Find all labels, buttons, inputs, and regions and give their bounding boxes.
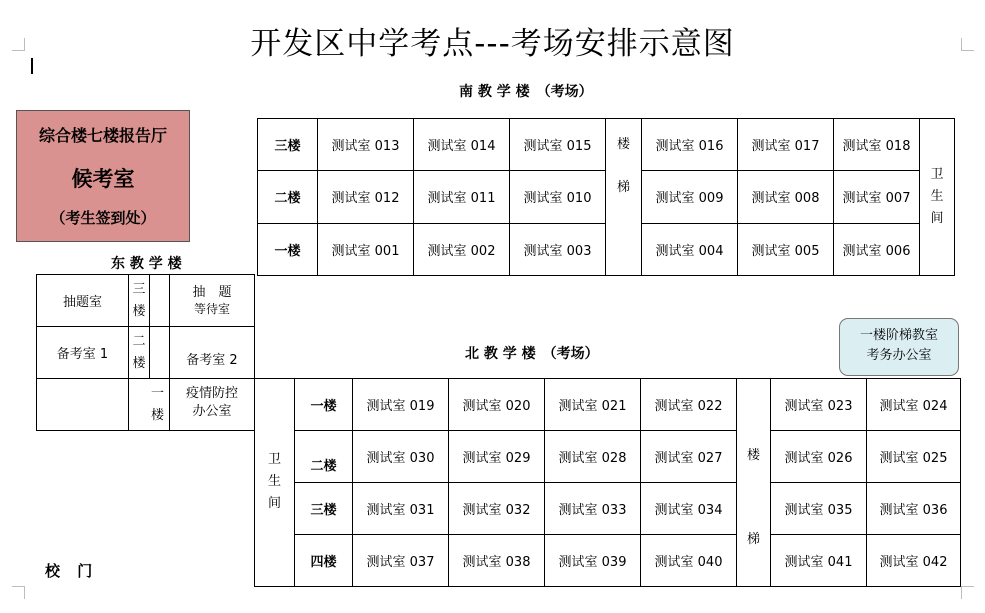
stairs-char: 梯 <box>616 180 630 195</box>
test-room: 测试室 020 <box>449 379 545 431</box>
test-room: 测试室 035 <box>771 483 867 535</box>
test-room: 测试室 029 <box>449 431 545 483</box>
test-room: 测试室 009 <box>642 171 738 223</box>
test-room: 测试室 001 <box>318 223 414 275</box>
test-room: 测试室 042 <box>867 535 961 587</box>
test-room: 测试室 041 <box>771 535 867 587</box>
empty-cell <box>150 275 170 327</box>
south-building-table <box>257 118 955 276</box>
room-line: 疫情防控 <box>185 386 238 401</box>
test-room: 测试室 011 <box>414 171 510 223</box>
test-room: 测试室 012 <box>318 171 414 223</box>
floor-label-vertical <box>129 327 150 379</box>
test-room: 测试室 019 <box>353 379 449 431</box>
test-room: 测试室 026 <box>771 431 867 483</box>
test-room: 测试室 022 <box>641 379 737 431</box>
test-room: 测试室 034 <box>641 483 737 535</box>
north-building-table <box>254 378 961 587</box>
floor-char: 三 <box>132 281 146 297</box>
toilet <box>920 119 955 276</box>
test-room: 测试室 017 <box>738 119 834 171</box>
stairs <box>737 379 771 587</box>
test-room: 测试室 032 <box>449 483 545 535</box>
south-building-label: 南 教 学 楼 （考场） <box>459 84 593 100</box>
floor-label: 一楼 <box>258 223 318 275</box>
test-room: 测试室 003 <box>510 223 606 275</box>
stairs <box>606 119 642 276</box>
page-title: 开发区中学考点---考场安排示意图 <box>250 26 735 62</box>
page-corner-mark <box>961 586 974 599</box>
test-room: 测试室 013 <box>318 119 414 171</box>
floor-char: 一 <box>150 385 164 401</box>
test-room: 测试室 018 <box>834 119 920 171</box>
floor-label: 四楼 <box>295 535 353 587</box>
floor-char: 二 <box>132 333 146 349</box>
toilet-char: 间 <box>267 496 281 511</box>
room-cell <box>170 379 255 431</box>
room-line: 等待室 <box>193 301 230 316</box>
page-corner-mark <box>12 586 25 599</box>
waiting-room-location: 综合楼七楼报告厅 <box>38 126 167 145</box>
test-room: 测试室 002 <box>414 223 510 275</box>
stairs-char: 梯 <box>746 532 760 547</box>
toilet-char: 卫 <box>930 167 944 182</box>
room-cell <box>170 275 255 327</box>
toilet-char: 生 <box>930 189 944 204</box>
test-room: 测试室 031 <box>353 483 449 535</box>
floor-label: 二楼 <box>258 171 318 223</box>
floor-label: 三楼 <box>258 119 318 171</box>
school-gate-label: 校 门 <box>45 562 99 580</box>
test-room: 测试室 021 <box>545 379 641 431</box>
waiting-room-note: （考生签到处） <box>50 209 156 227</box>
toilet-char: 间 <box>930 211 944 226</box>
toilet <box>255 379 295 587</box>
test-room: 测试室 008 <box>738 171 834 223</box>
test-room: 测试室 039 <box>545 535 641 587</box>
empty-cell <box>150 327 170 379</box>
floor-char: 楼 <box>132 303 146 319</box>
floor-char: 楼 <box>132 355 146 371</box>
toilet-char: 卫 <box>267 452 281 467</box>
floor-label: 三楼 <box>295 483 353 535</box>
test-room: 测试室 023 <box>771 379 867 431</box>
empty-cell <box>37 379 129 431</box>
stairs-char: 楼 <box>616 137 630 152</box>
test-room: 测试室 028 <box>545 431 641 483</box>
east-building-table <box>36 274 255 431</box>
test-room: 测试室 025 <box>867 431 961 483</box>
exam-office-box <box>839 318 959 376</box>
test-room: 测试室 036 <box>867 483 961 535</box>
test-room: 测试室 006 <box>834 223 920 275</box>
east-building-label: 东 教 学 楼 <box>111 256 182 272</box>
test-room: 测试室 005 <box>738 223 834 275</box>
test-room: 测试室 010 <box>510 171 606 223</box>
test-room: 测试室 004 <box>642 223 738 275</box>
test-room: 测试室 016 <box>642 119 738 171</box>
test-room: 测试室 037 <box>353 535 449 587</box>
stairs-char: 楼 <box>746 448 760 463</box>
test-room: 测试室 033 <box>545 483 641 535</box>
floor-label: 二楼 <box>295 431 353 483</box>
test-room: 测试室 030 <box>353 431 449 483</box>
floor-label-vertical <box>129 379 170 431</box>
test-room: 测试室 040 <box>641 535 737 587</box>
test-room: 测试室 014 <box>414 119 510 171</box>
waiting-room-title: 候考室 <box>71 166 135 191</box>
floor-label-vertical <box>129 275 150 327</box>
test-room: 测试室 007 <box>834 171 920 223</box>
room-line: 抽 题 <box>192 284 232 300</box>
test-room: 测试室 015 <box>510 119 606 171</box>
test-room: 测试室 038 <box>449 535 545 587</box>
north-building-label: 北 教 学 楼 （考场） <box>465 346 599 362</box>
room-cell: 备考室 2 <box>170 327 255 379</box>
test-room: 测试室 027 <box>641 431 737 483</box>
test-room: 测试室 024 <box>867 379 961 431</box>
floor-char: 楼 <box>150 407 164 423</box>
room-cell: 抽题室 <box>37 275 129 327</box>
office-line: 考务办公室 <box>866 348 932 363</box>
waiting-room-box <box>16 110 190 242</box>
office-line: 一楼阶梯教室 <box>859 328 938 343</box>
toilet-char: 生 <box>267 474 281 489</box>
room-line: 办公室 <box>192 404 232 419</box>
room-cell: 备考室 1 <box>37 327 129 379</box>
floor-label: 一楼 <box>295 379 353 431</box>
